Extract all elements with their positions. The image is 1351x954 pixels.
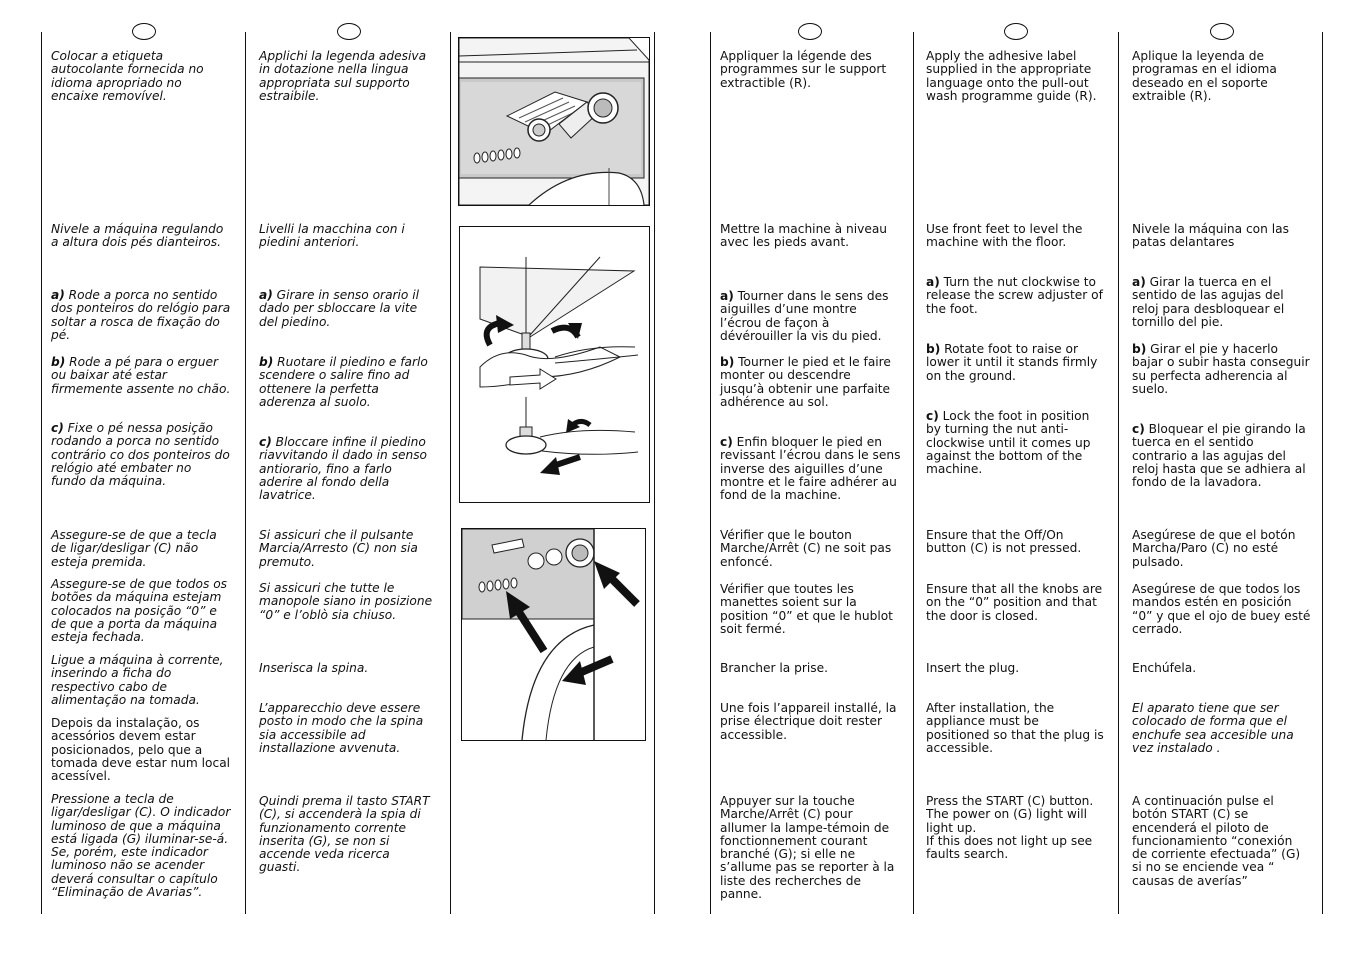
step-label: a) — [720, 289, 734, 303]
check-button: Si assicuri che il pulsante Marcia/Arresto (C) non sia premuto. — [259, 528, 418, 569]
step-label: c) — [259, 435, 272, 449]
step-c — [1132, 423, 1306, 489]
step-label: a) — [926, 275, 940, 289]
step-text: Turn the nut clockwise to release the screw adjuster of the foot. — [926, 275, 1103, 316]
step-c — [720, 436, 900, 502]
step-c — [259, 436, 427, 502]
step-text: Girar el pie y hacerlo bajar o subir hasta conseguir su perfecta adherencia al suelo. — [1132, 342, 1310, 396]
washing-machine-top-illustration — [459, 38, 649, 205]
plug-in: Inserisca la spina. — [259, 661, 369, 675]
check-button: Ensure that the Off/On button (C) is not pressed. — [926, 528, 1082, 556]
step-b — [1132, 343, 1310, 396]
language-badge-italian — [337, 23, 361, 40]
step-label: c) — [51, 421, 64, 435]
language-badge-english — [1004, 23, 1028, 40]
plug-accessible: After installation, the appliance must be positioned so that the plug is accessible. — [926, 701, 1104, 755]
step-a — [259, 289, 419, 329]
step-label: b) — [926, 342, 941, 356]
step-b — [720, 356, 891, 409]
step-a — [720, 290, 888, 343]
figure-label-drawer — [458, 37, 650, 206]
step-label: b) — [720, 355, 735, 369]
label-instruction: Colocar a etiqueta autocolante fornecida no idioma apropriado no encaixe removível. — [51, 49, 204, 103]
column-divider — [450, 32, 451, 914]
plug-accessible: Depois da instalação, os acessórios devem estar posicionados, pelo que a tomada deve estar num local acessível. — [51, 716, 231, 784]
leveling-intro: Nivele la máquina con las patas delantares — [1132, 222, 1289, 250]
start-instruction: Pressione a tecla de ligar/desligar (C). O indicador luminoso de que a máquina está ligada (G) iluminar-se-á. Se, porém, este indicador luminoso não se acender deverá consultar o capítulo “Eliminação de Avarias”. — [51, 792, 231, 900]
step-text: Rode a porca no sentido dos ponteiros do relógio para soltar a rosca de fixação do pé. — [51, 288, 231, 342]
label-instruction: Apply the adhesive label supplied in the appropriate language onto the pull-out wash programme guide (R). — [926, 49, 1097, 103]
figure-leveling-feet — [459, 226, 650, 503]
step-label: c) — [720, 435, 733, 449]
step-text: Bloquear el pie girando la tuerca en el sentido contrario a las agujas del reloj hasta que se adhiera al fondo de la lavadora. — [1132, 422, 1306, 490]
plug-accessible: Une fois l’appareil installé, la prise électrique doit rester accessible. — [720, 701, 897, 742]
step-text: Bloccare infine il piedino riavvitando il dado in senso antiorario, fino a farlo aderire al fondo della lavatrice. — [259, 435, 427, 503]
step-text: Ruotare il piedino e farlo scendere o salire fino ad ottenere la perfetta aderenza al suolo. — [259, 355, 428, 409]
start-instruction: Quindi prema il tasto START (C), si accenderà la spia di funzionamento corrente inserita (G), se non si accende veda ricerca guasti. — [259, 794, 430, 875]
step-c — [51, 422, 230, 488]
plug-accessible: El aparato tiene que ser colocado de forma que el enchufe sea accesible una vez instalado . — [1132, 701, 1294, 755]
leveling-intro: Mettre la machine à niveau avec les pieds avant. — [720, 222, 888, 250]
machine-front-illustration — [462, 529, 645, 740]
step-label: a) — [1132, 275, 1146, 289]
start-instruction: A continuación pulse el botón START (C) se encenderá el piloto de funcionamiento “conexión de corriente efectuada” (G) si no se enciende vea “ causas de averías” — [1132, 794, 1301, 888]
step-text: Rotate foot to raise or lower it until it stands firmly on the ground. — [926, 342, 1098, 383]
step-label: b) — [51, 355, 66, 369]
step-b — [926, 343, 1097, 383]
column-divider — [654, 32, 655, 914]
step-label: c) — [926, 409, 939, 423]
label-instruction: Applichi la legenda adesiva in dotazione nella lingua appropriata sul supporto estraibile. — [259, 49, 427, 103]
column-divider — [710, 32, 711, 914]
step-a — [51, 289, 230, 342]
check-knobs: Asegúrese de que todos los mandos estén en posición “0” y que el ojo de buey esté cerrado. — [1132, 582, 1311, 636]
step-label: c) — [1132, 422, 1145, 436]
check-button: Asegúrese de que el botón Marcha/Paro (C) no esté pulsado. — [1132, 528, 1296, 569]
leveling-feet-illustration — [460, 227, 649, 502]
step-c — [926, 410, 1091, 476]
plug-in: Enchúfela. — [1132, 661, 1197, 675]
check-knobs: Vérifier que toutes les manettes soient sur la position “0” et que le hublot soit fermé. — [720, 582, 893, 636]
check-button: Assegure-se de que a tecla de ligar/desligar (C) não esteja premida. — [51, 528, 217, 569]
column-divider — [41, 32, 42, 914]
check-button: Vérifier que le bouton Marche/Arrêt (C) ne soit pas enfoncé. — [720, 528, 892, 569]
step-label: b) — [1132, 342, 1147, 356]
check-knobs: Ensure that all the knobs are on the “0” position and that the door is closed. — [926, 582, 1103, 623]
check-knobs: Assegure-se de que todos os botões da máquina estejam colocados na posição “0” e de que a porta da máquina esteja fechada. — [51, 577, 228, 645]
leveling-intro: Livelli la macchina con i piedini anteriori. — [259, 222, 405, 250]
plug-in: Brancher la prise. — [720, 661, 828, 675]
step-text: Tourner le pied et le faire monter ou descendre jusqu’à obtenir une parfaite adhérence au sol. — [720, 355, 891, 409]
language-badge-french — [798, 23, 822, 40]
step-b — [51, 356, 230, 396]
label-instruction: Aplique la leyenda de programas en el idioma deseado en el soporte extraible (R). — [1132, 49, 1277, 103]
step-label: a) — [259, 288, 273, 302]
plug-in: Insert the plug. — [926, 661, 1020, 675]
plug-in: Ligue a máquina à corrente, inserindo a ficha do respectivo cabo de alimentação na tomada. — [51, 653, 224, 707]
step-label: b) — [259, 355, 274, 369]
step-b — [259, 356, 428, 409]
plug-accessible: L’apparecchio deve essere posto in modo che la spina sia accessibile ad installazione avvenuta. — [259, 701, 424, 755]
start-instruction: Press the START (C) button. The power on (G) light will light up. If this does not light up see faults search. — [926, 794, 1094, 862]
label-instruction: Appliquer la légende des programmes sur le support extractible (R). — [720, 49, 887, 90]
language-badge-portuguese — [132, 23, 156, 40]
step-text: Girare in senso orario il dado per sbloccare la vite del piedino. — [259, 288, 420, 329]
column-divider — [913, 32, 914, 914]
step-a — [926, 276, 1103, 316]
step-text: Fixe o pé nessa posição rodando a porca no sentido contrário co dos ponteiros do relógio até embater no fundo da máquina. — [51, 421, 230, 489]
step-text: Rode a pé para o erguer ou baixar até estar firmemente assente no chão. — [51, 355, 231, 396]
check-knobs: Si assicuri che tutte le manopole siano in posizione “0” e l’oblò sia chiuso. — [259, 581, 433, 622]
leveling-intro: Nivele a máquina regulando a altura dois pés dianteiros. — [51, 222, 224, 250]
column-divider — [1322, 32, 1323, 914]
language-badge-spanish — [1210, 23, 1234, 40]
step-text: Tourner dans le sens des aiguilles d’une montre l’écrou de façon à dévérouiller la vis du pied. — [720, 289, 889, 343]
step-text: Girar la tuerca en el sentido de las agujas del reloj para desbloquear el tornillo del pie. — [1132, 275, 1285, 329]
step-a — [1132, 276, 1284, 329]
column-divider — [245, 32, 246, 914]
leveling-intro: Use front feet to level the machine with the floor. — [926, 222, 1083, 250]
step-text: Enfin bloquer le pied en revissant l’écrou dans le sens inverse des aiguilles d’une montre et le faire adhérer au fond de la machine. — [720, 435, 901, 503]
start-instruction: Appuyer sur la touche Marche/Arrêt (C) pour allumer la lampe-témoin de fonctionnement courant branché (G); si elle ne s’allume pas se reporter à la liste des recherches de panne. — [720, 794, 895, 902]
step-text: Lock the foot in position by turning the nut anti- clockwise until it comes up against the bottom of the machine. — [926, 409, 1091, 477]
step-label: a) — [51, 288, 65, 302]
column-divider — [1118, 32, 1119, 914]
figure-machine-front — [461, 528, 646, 741]
